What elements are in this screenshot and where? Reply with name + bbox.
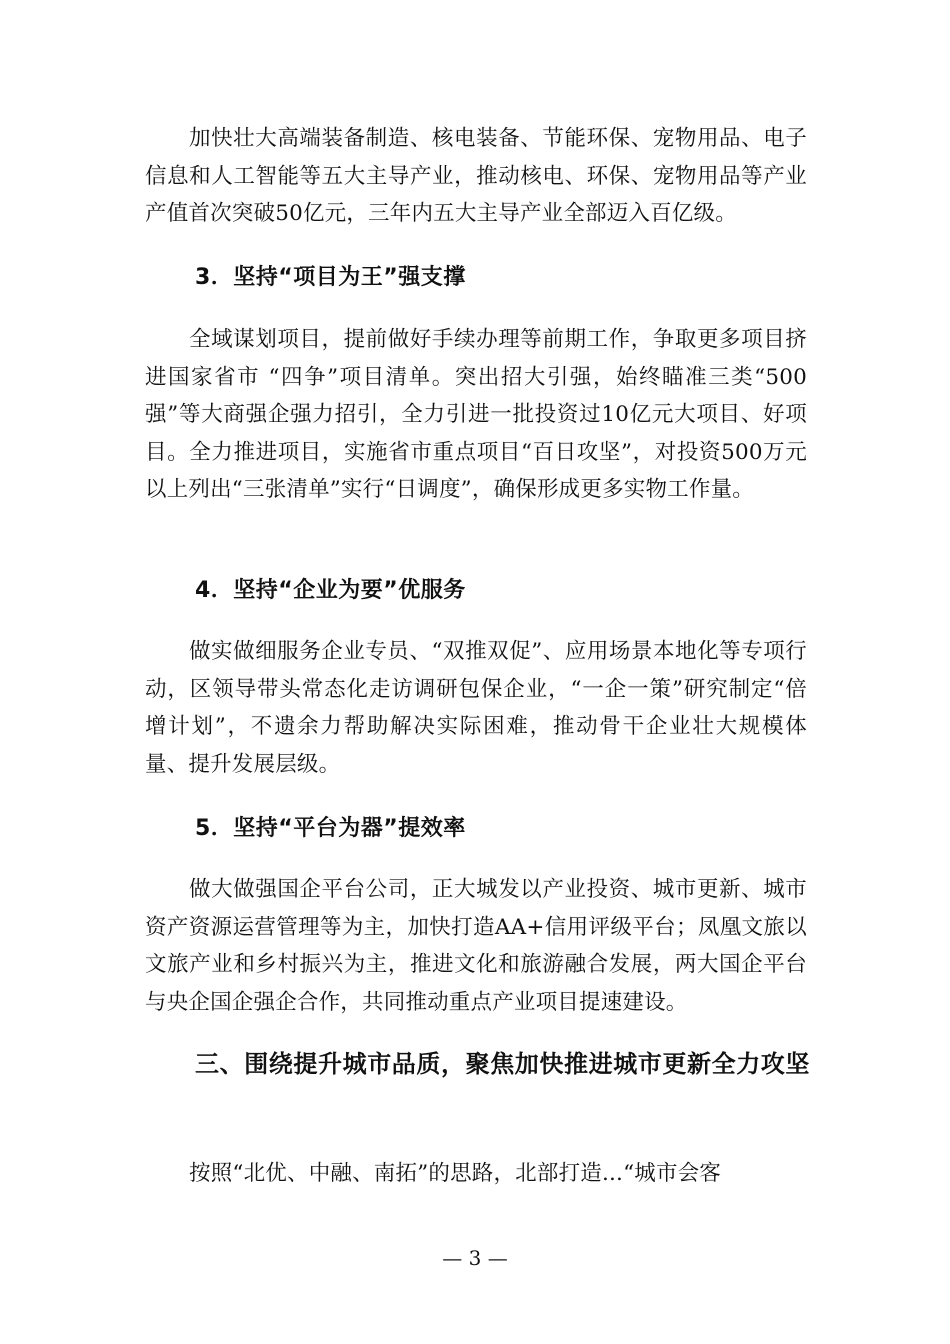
page-number: — 3 — [442,1246,508,1270]
heading-enterprises: 4．坚持“企业为要”优服务 [195,578,466,603]
paragraph-enterprises: 做实做细服务企业专员、“双推双促”、应用场景本地化等专项行动，区领导带头常态化走访调研包保企业，“一企一策”研究制定“倍增计划”，不遗余力帮助解决实际困难，推动骨干企业壮大规模体量、提升发展层级。 [145,639,807,777]
heading-projects: 3．坚持“项目为王”强支撑 [195,265,466,290]
paragraph-projects: 全域谋划项目，提前做好手续办理等前期工作，争取更多项目挤进国家省市 “四争”项目清单。突出招大引强，始终瞄准三类“500强”等大商强企强力招引，全力引进一批投资过10亿元大项目、好项目。全力推进项目，实施省市重点项目“百日攻坚”，对投资500万元以上列出“三张清单”实行“日调度”，确保形成更多实物工作量。 [145,327,807,503]
paragraph-urban-renewal: 按照“北优、中融、南拓”的思路，北部打造...“城市会客 [189,1161,722,1186]
paragraph-platforms: 做大做强国企平台公司，正大城发以产业投资、城市更新、城市资产资源运营管理等为主，加快打造AA+信用评级平台；凤凰文旅以文旅产业和乡村振兴为主，推进文化和旅游融合发展，两大国企平台与央企国企强企合作，共同推动重点产业项目提速建设。 [145,877,807,1015]
paragraph-industries: 加快壮大高端装备制造、核电装备、节能环保、宠物用品、电子信息和人工智能等五大主导产业，推动核电、环保、宠物用品等产业产值首次突破50亿元，三年内五大主导产业全部迈入百亿级。 [145,126,807,227]
heading-platforms: 5．坚持“平台为器”提效率 [195,816,466,841]
section-heading-urban-renewal: 三、围绕提升城市品质，聚焦加快推进城市更新全力攻坚 [195,1050,810,1078]
